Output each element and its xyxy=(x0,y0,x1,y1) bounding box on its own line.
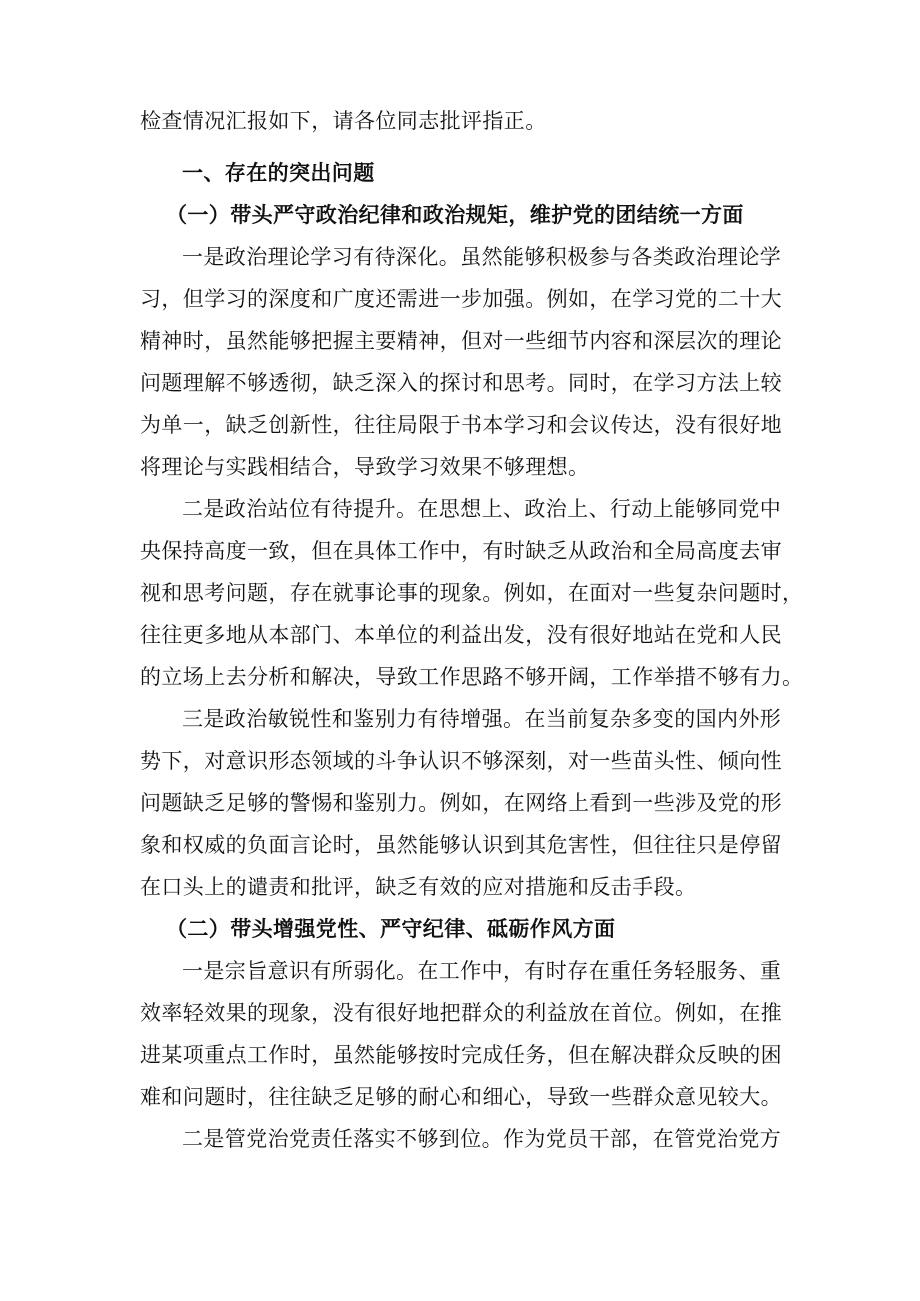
paragraph-3-line-1: 三是政治敏锐性和鉴别力有待增强。在当前复杂多变的国内外形 xyxy=(182,707,782,731)
paragraph-2-line-3: 视和思考问题，存在就事论事的现象。例如，在面对一些复杂问题时， xyxy=(140,581,804,605)
paragraph-4-line-4: 难和问题时，往往缺乏足够的耐心和细心，导致一些群众意见较大。 xyxy=(140,1085,782,1109)
subsection-heading-1: （一）带头严守政治纪律和政治规矩，维护党的团结统一方面 xyxy=(166,202,744,227)
body-line-1: 检查情况汇报如下，请各位同志批评指正。 xyxy=(140,109,547,133)
subsection-heading-2: （二）带头增强党性、严守纪律、砥砺作风方面 xyxy=(166,916,616,941)
paragraph-5-line-1: 二是管党治党责任落实不够到位。作为党员干部，在管党治党方 xyxy=(182,1127,782,1151)
paragraph-2-line-2: 央保持高度一致，但在具体工作中，有时缺乏从政治和全局高度去审 xyxy=(140,539,782,563)
paragraph-2-line-5: 的立场上去分析和解决，导致工作思路不够开阔，工作举措不够有力。 xyxy=(140,665,804,689)
paragraph-1-line-2: 习，但学习的深度和广度还需进一步加强。例如，在学习党的二十大 xyxy=(140,287,782,311)
document-page xyxy=(140,100,804,1160)
paragraph-3-line-4: 象和权威的负面言论时，虽然能够认识到其危害性，但往往只是停留 xyxy=(140,833,782,857)
paragraph-2-line-1: 二是政治站位有待提升。在思想上、政治上、行动上能够同党中 xyxy=(182,497,782,521)
paragraph-1-line-4: 问题理解不够透彻，缺乏深入的探讨和思考。同时，在学习方法上较 xyxy=(140,371,782,395)
section-heading-1: 一、存在的突出问题 xyxy=(182,160,375,185)
paragraph-3-line-2: 势下，对意识形态领域的斗争认识不够深刻，对一些苗头性、倾向性 xyxy=(140,749,782,773)
paragraph-1-line-6: 将理论与实践相结合，导致学习效果不够理想。 xyxy=(140,455,590,479)
paragraph-1-line-1: 一是政治理论学习有待深化。虽然能够积极参与各类政治理论学 xyxy=(182,245,782,269)
paragraph-4-line-3: 进某项重点工作时，虽然能够按时完成任务，但在解决群众反映的困 xyxy=(140,1043,782,1067)
paragraph-3-line-3: 问题缺乏足够的警惕和鉴别力。例如，在网络上看到一些涉及党的形 xyxy=(140,791,782,815)
paragraph-1-line-5: 为单一，缺乏创新性，往往局限于书本学习和会议传达，没有很好地 xyxy=(140,413,782,437)
paragraph-4-line-2: 效率轻效果的现象，没有很好地把群众的利益放在首位。例如，在推 xyxy=(140,1001,782,1025)
paragraph-2-line-4: 往往更多地从本部门、本单位的利益出发，没有很好地站在党和人民 xyxy=(140,623,782,647)
paragraph-3-line-5: 在口头上的谴责和批评，缺乏有效的应对措施和反击手段。 xyxy=(140,875,697,899)
paragraph-4-line-1: 一是宗旨意识有所弱化。在工作中，有时存在重任务轻服务、重 xyxy=(182,959,782,983)
paragraph-1-line-3: 精神时，虽然能够把握主要精神，但对一些细节内容和深层次的理论 xyxy=(140,329,782,353)
